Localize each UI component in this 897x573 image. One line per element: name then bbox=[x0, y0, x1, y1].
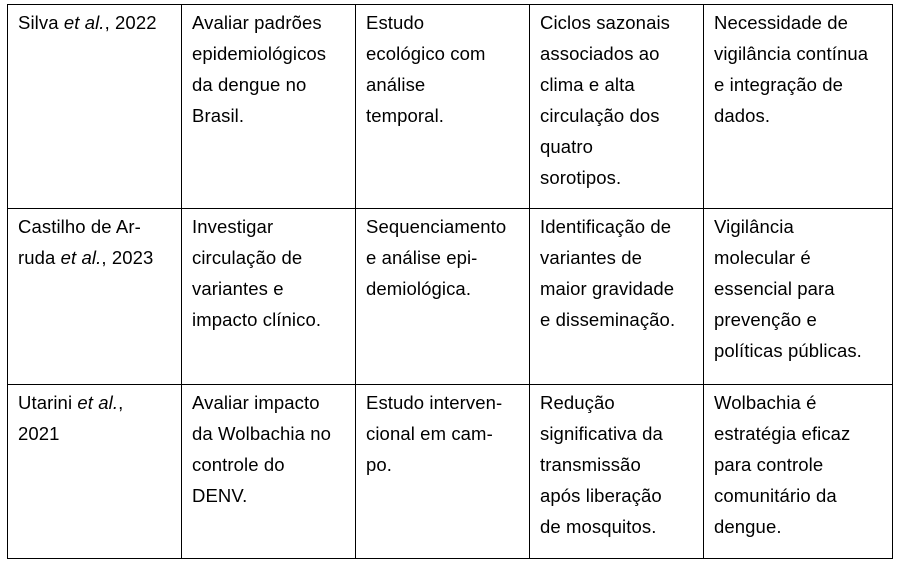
objective-cell bbox=[182, 5, 356, 209]
studies-table bbox=[7, 4, 893, 559]
cell-line: cional em cam- bbox=[366, 423, 493, 444]
cell-line: circulação dos bbox=[540, 105, 660, 126]
table-row bbox=[8, 209, 893, 385]
author-name: ruda bbox=[18, 247, 61, 268]
studies-table-container bbox=[7, 4, 893, 559]
cell-line: quatro bbox=[540, 136, 594, 157]
objective-cell bbox=[182, 385, 356, 559]
author-line bbox=[18, 242, 173, 273]
cell-line: prevenção e bbox=[714, 309, 817, 330]
cell-line: significativa da bbox=[540, 423, 663, 444]
conclusion-cell bbox=[704, 385, 893, 559]
cell-line: comunitário da bbox=[714, 485, 837, 506]
cell-line: Avaliar padrões bbox=[192, 12, 322, 33]
cell-line: Estudo bbox=[366, 12, 425, 33]
cell-line: da dengue no bbox=[192, 74, 307, 95]
cell-line: Investigar bbox=[192, 216, 274, 237]
author-line bbox=[18, 387, 173, 418]
cell-line: Brasil. bbox=[192, 105, 245, 126]
cell-line: Wolbachia é bbox=[714, 392, 817, 413]
cell-line: demiológica. bbox=[366, 278, 472, 299]
cell-line: Sequenciamento bbox=[366, 216, 507, 237]
cell-line: circulação de bbox=[192, 247, 303, 268]
cell-line: controle do bbox=[192, 454, 285, 475]
cell-line: variantes e bbox=[192, 278, 284, 299]
et-al: et al. bbox=[63, 12, 105, 33]
cell-line: ecológico com bbox=[366, 43, 486, 64]
author-name: Utarini bbox=[18, 392, 78, 413]
cell-line: e integração de bbox=[714, 74, 844, 95]
cell-line: epidemiológicos bbox=[192, 43, 327, 64]
results-cell bbox=[530, 385, 704, 559]
cell-line: dados. bbox=[714, 105, 771, 126]
author-year: 2021 bbox=[18, 423, 60, 444]
method-cell bbox=[356, 5, 530, 209]
cell-line: variantes de bbox=[540, 247, 642, 268]
method-cell bbox=[356, 209, 530, 385]
results-cell bbox=[530, 5, 704, 209]
cell-line: temporal. bbox=[366, 105, 445, 126]
cell-line: vigilância contínua bbox=[714, 43, 869, 64]
cell-line: Ciclos sazonais bbox=[540, 12, 671, 33]
method-cell bbox=[356, 385, 530, 559]
cell-line: Identificação de bbox=[540, 216, 672, 237]
cell-line: sorotipos. bbox=[540, 167, 622, 188]
cell-line: de mosquitos. bbox=[540, 516, 657, 537]
author-cell bbox=[8, 5, 182, 209]
cell-line: DENV. bbox=[192, 485, 248, 506]
table-row bbox=[8, 5, 893, 209]
cell-line: e análise epi- bbox=[366, 247, 478, 268]
author-line: Castilho de Ar- bbox=[18, 216, 141, 237]
author-cell bbox=[8, 209, 182, 385]
cell-line: Vigilância bbox=[714, 216, 794, 237]
cell-line: clima e alta bbox=[540, 74, 635, 95]
cell-line: molecular é bbox=[714, 247, 811, 268]
author-year: , 2023 bbox=[101, 247, 154, 268]
cell-line: Redução bbox=[540, 392, 615, 413]
objective-cell bbox=[182, 209, 356, 385]
cell-line: estratégia eficaz bbox=[714, 423, 851, 444]
et-al: et al. bbox=[60, 247, 102, 268]
conclusion-cell bbox=[704, 209, 893, 385]
cell-line: po. bbox=[366, 454, 393, 475]
conclusion-cell bbox=[704, 5, 893, 209]
author-line bbox=[18, 7, 173, 38]
author-year: , 2022 bbox=[104, 12, 157, 33]
et-al: et al. bbox=[77, 392, 119, 413]
cell-line: após liberação bbox=[540, 485, 662, 506]
cell-line: impacto clínico. bbox=[192, 309, 322, 330]
cell-line: para controle bbox=[714, 454, 824, 475]
author-cell bbox=[8, 385, 182, 559]
cell-line: associados ao bbox=[540, 43, 660, 64]
cell-line: maior gravidade bbox=[540, 278, 675, 299]
cell-line: análise bbox=[366, 74, 426, 95]
table-row bbox=[8, 385, 893, 559]
cell-line: transmissão bbox=[540, 454, 641, 475]
author-name: Silva bbox=[18, 12, 64, 33]
author-punct: , bbox=[118, 392, 124, 413]
cell-line: Estudo interven- bbox=[366, 392, 503, 413]
cell-line: Necessidade de bbox=[714, 12, 849, 33]
cell-line: da Wolbachia no bbox=[192, 423, 331, 444]
cell-line: Avaliar impacto bbox=[192, 392, 320, 413]
results-cell bbox=[530, 209, 704, 385]
cell-line: políticas públicas. bbox=[714, 340, 862, 361]
cell-line: dengue. bbox=[714, 516, 782, 537]
cell-line: e disseminação. bbox=[540, 309, 676, 330]
cell-line: essencial para bbox=[714, 278, 835, 299]
